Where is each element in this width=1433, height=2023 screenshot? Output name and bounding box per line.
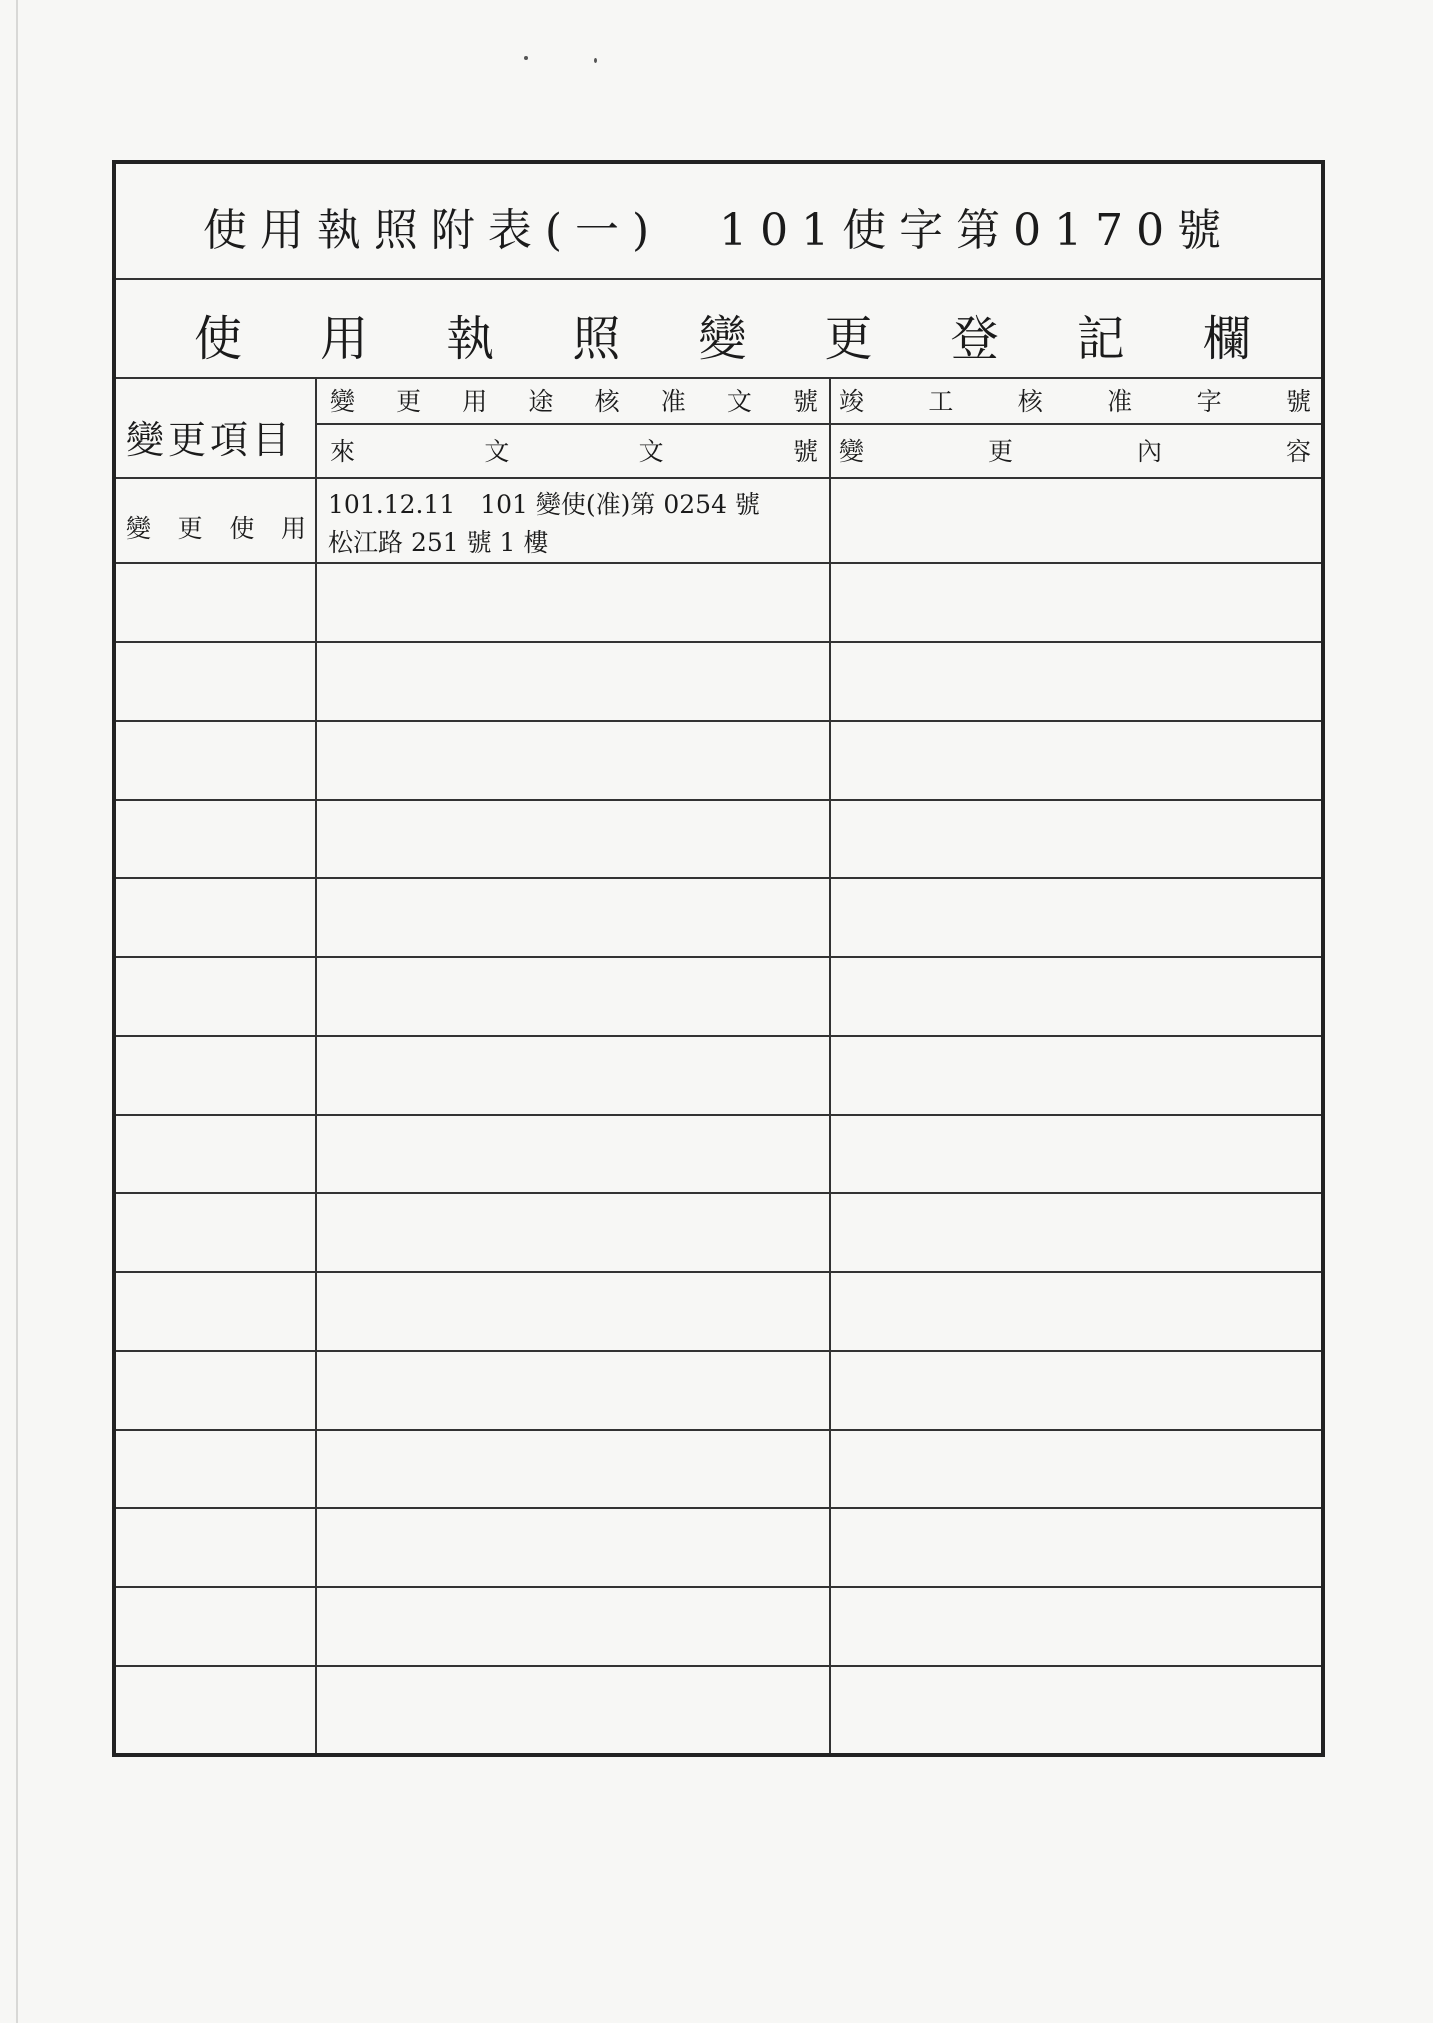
column-header-change-content	[839, 435, 1311, 465]
column-header-approval-doc	[330, 385, 818, 415]
row-divider	[116, 562, 1321, 564]
header-char: 字	[1196, 387, 1222, 416]
row-divider	[116, 1035, 1321, 1037]
header-char: 用	[462, 387, 488, 416]
scan-mark	[594, 58, 597, 63]
header-char: 竣	[839, 387, 865, 416]
row-divider	[116, 1586, 1321, 1588]
column-header-incoming-doc	[330, 435, 818, 465]
column-divider	[315, 377, 317, 1753]
header-char: 文	[484, 437, 510, 466]
column-divider	[829, 377, 831, 1753]
row-divider	[116, 1507, 1321, 1509]
row-item-char: 使	[229, 514, 255, 543]
header-char: 來	[330, 437, 356, 466]
header-char: 內	[1136, 437, 1162, 466]
header-char: 准	[1107, 387, 1133, 416]
section-title-char: 用	[320, 311, 369, 367]
row-item-char: 用	[280, 514, 306, 543]
column-header-item: 變更項目	[126, 418, 295, 462]
row-divider	[116, 641, 1321, 643]
row-divider	[116, 877, 1321, 879]
scan-mark	[524, 56, 528, 60]
header-char: 號	[792, 387, 818, 416]
row-divider	[116, 1429, 1321, 1431]
address-line: 松江路 251 號 1 樓	[328, 528, 549, 557]
header-char: 准	[660, 387, 686, 416]
header-char: 更	[396, 387, 422, 416]
page-edge	[16, 0, 18, 2023]
page-title: 使用執照附表(一) 101使字第0170號	[202, 205, 1235, 256]
header-char: 號	[792, 437, 818, 466]
change-record-table	[116, 377, 1321, 1753]
header-bottom-line	[116, 477, 1321, 479]
row-divider	[116, 1114, 1321, 1116]
header-char: 核	[594, 387, 620, 416]
row-item-label	[126, 509, 306, 545]
header-char: 文	[638, 437, 664, 466]
row-divider	[116, 1665, 1321, 1667]
section-title-char: 照	[572, 311, 621, 367]
header-char: 變	[839, 437, 865, 466]
section-title-char: 登	[950, 311, 999, 367]
header-split-line	[316, 423, 1321, 425]
header-char: 工	[928, 387, 954, 416]
column-header-completion-no	[839, 385, 1311, 415]
title-band	[116, 164, 1321, 280]
section-title-char: 欄	[1202, 311, 1251, 367]
header-char: 核	[1017, 387, 1043, 416]
row-divider	[116, 1192, 1321, 1194]
header-char: 號	[1285, 387, 1311, 416]
row-divider	[116, 720, 1321, 722]
header-char: 容	[1285, 437, 1311, 466]
row-divider	[116, 1350, 1321, 1352]
row-divider	[116, 956, 1321, 958]
section-title-char: 使	[194, 311, 243, 367]
section-title-char: 記	[1076, 311, 1125, 367]
section-title	[194, 300, 1251, 369]
section-title-char: 更	[824, 311, 873, 367]
section-title-char: 執	[446, 311, 495, 367]
row-item-char: 變	[126, 514, 152, 543]
registration-sheet	[112, 160, 1325, 1757]
row-divider	[116, 799, 1321, 801]
row-divider	[116, 1271, 1321, 1273]
row-item-char: 更	[177, 514, 203, 543]
header-char: 更	[987, 437, 1013, 466]
section-title-char: 變	[698, 311, 747, 367]
header-char: 途	[528, 387, 554, 416]
header-char: 文	[726, 387, 752, 416]
approval-doc-number: 101.12.11 101 變使(准)第 0254 號	[328, 490, 760, 519]
header-char: 變	[330, 387, 356, 416]
subtitle-band	[116, 278, 1321, 379]
